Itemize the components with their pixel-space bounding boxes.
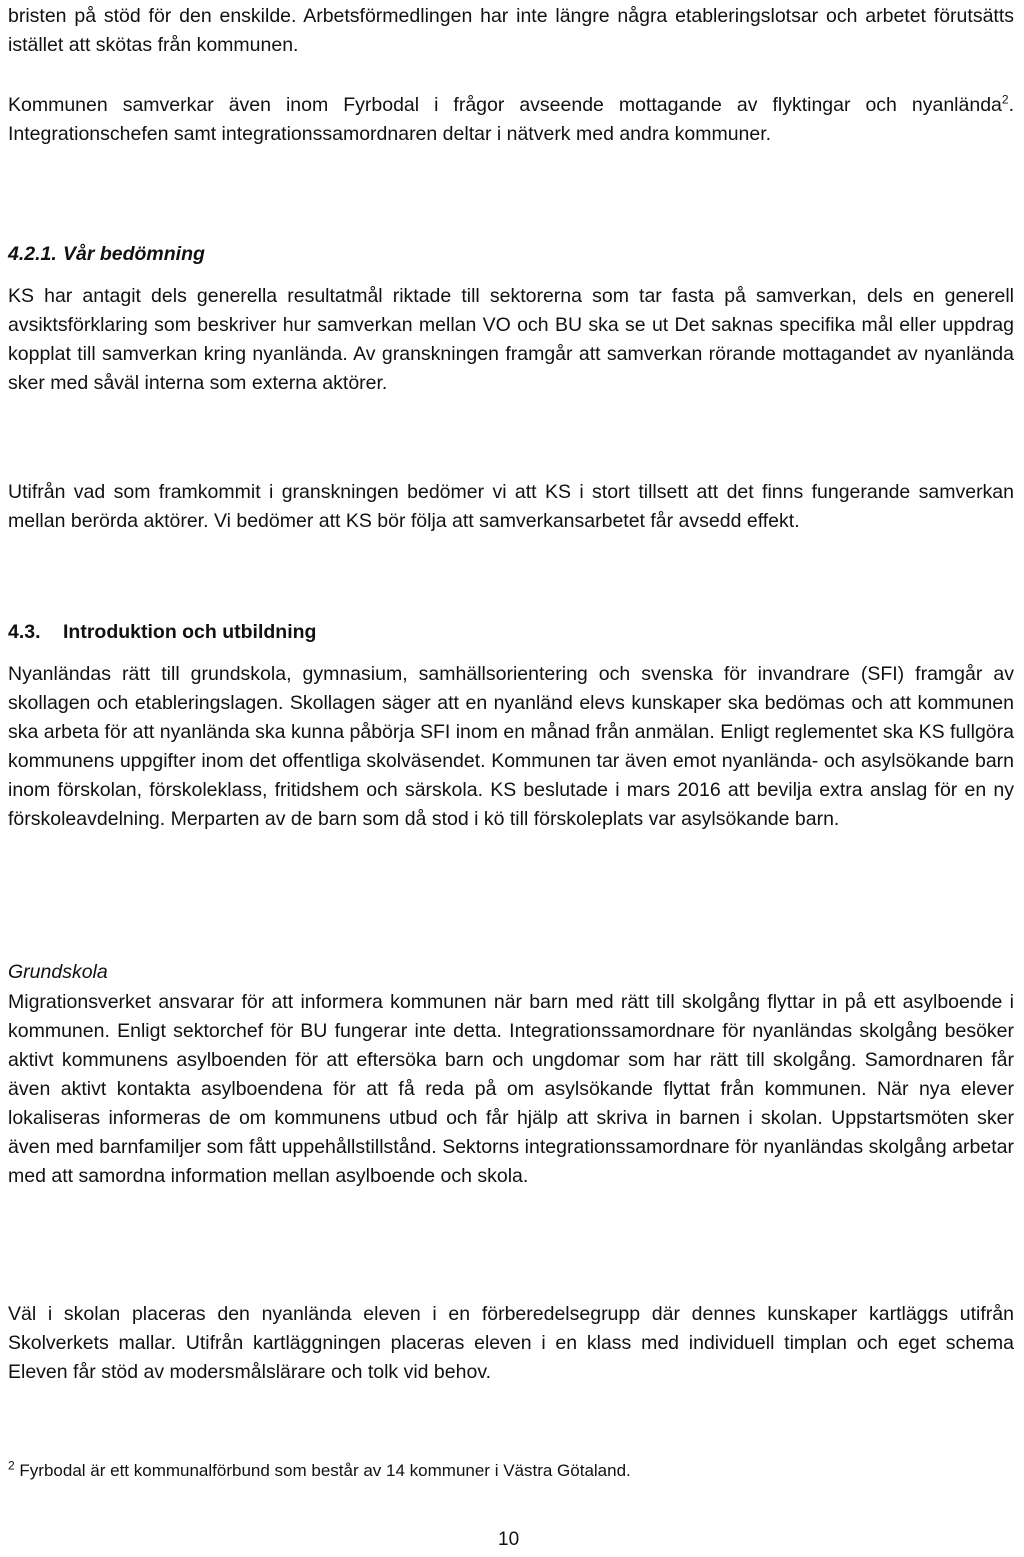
subheading-grundskola: Grundskola <box>8 961 108 983</box>
paragraph-text: . Integrationschefen samt integrationssamordnaren deltar i nätverk med andra kommuner. <box>8 94 1014 145</box>
footnote-reference: 2 <box>1001 92 1009 107</box>
paragraph: Väl i skolan placeras den nyanlända eleven i en förberedelsegrupp där dennes kunskaper kartläggs utifrån Skolverkets mallar. Utifrån kartläggningen placeras eleven i en klass med individuell timplan och eget schema Eleven får stöd av modersmålslärare och tolk vid behov. <box>8 1303 1014 1383</box>
section-title: Vår bedömning <box>63 243 205 265</box>
section-number: 4.2.1. <box>8 243 57 265</box>
paragraph: bristen på stöd för den enskilde. Arbetsförmedlingen har inte längre några etableringslotsar och arbetet förutsätts istället att skötas från kommunen. <box>8 5 1014 56</box>
paragraph: Nyanländas rätt till grundskola, gymnasium, samhällsorientering och svenska för invandrare (SFI) framgår av skollagen och etableringslagen. Skollagen säger att en nyanländ elevs kunskaper ska bedömas och att kommunen ska arbeta för att nyanlända ska kunna påbörja SFI inom en månad från anmälan. Enligt reglementet ska KS fullgöra kommunens uppgifter inom det offentliga skolväsendet. Kommunen tar även emot nyanlända- och asylsökande barn inom förskolan, förskoleklass, fritidshem och särskola. KS beslutade i mars 2016 att bevilja extra anslag för en ny förskoleavdelning. Merparten av de barn som då stod i kö till förskoleplats var asylsökande barn. <box>8 663 1014 830</box>
paragraph: KS har antagit dels generella resultatmål riktade till sektorerna som tar fasta på samverkan, dels en generell avsiktsförklaring som beskriver hur samverkan mellan VO och BU ska se ut Det saknas specifika mål eller uppdrag kopplat till samverkan kring nyanlända. Av granskningen framgår att samverkan rörande mottagandet av nyanlända sker med såväl interna som externa aktörer. <box>8 285 1014 394</box>
footnote-text: Fyrbodal är ett kommunalförbund som består av 14 kommuner i Västra Götaland. <box>19 1461 631 1480</box>
footnote <box>8 1459 631 1483</box>
section-heading-4-2-1 <box>8 240 205 269</box>
section-heading-4-3 <box>8 618 316 647</box>
paragraph-fyrbodal <box>8 91 1014 149</box>
paragraph: Utifrån vad som framkommit i granskningen bedömer vi att KS i stort tillsett att det finns fungerande samverkan mellan berörda aktörer. Vi bedömer att KS bör följa att samverkansarbetet får avsedd effekt. <box>8 481 1014 532</box>
section-title: Introduktion och utbildning <box>63 621 317 643</box>
paragraph-text: Kommunen samverkar även inom Fyrbodal i frågor avseende mottagande av flyktingar och nyanlända <box>8 94 1002 116</box>
section-number: 4.3. <box>8 621 41 643</box>
footnote-marker: 2 <box>8 1458 15 1473</box>
paragraph: Migrationsverket ansvarar för att informera kommunen när barn med rätt till skolgång flyttar in på ett asylboende i kommunen. Enligt sektorchef för BU fungerar inte detta. Integrationssamordnare för nyanländas skolgång besöker aktivt kommunens asylboenden för att eftersöka barn och ungdomar som har rätt till skolgång. Samordnaren får även aktivt kontakta asylboendena för att få reda på om asylsökande flyttat från kommunen. När nya elever lokaliseras informeras de om kommunens utbud och får hjälp att skriva in barnen i skolan. Uppstartsmöten sker även med barnfamiljer som fått uppehållstillstånd. Sektorns integrationssamordnare för nyanländas skolgång arbetar med att samordna information mellan asylboende och skola. <box>8 991 1014 1187</box>
page-number: 10 <box>498 1529 520 1550</box>
